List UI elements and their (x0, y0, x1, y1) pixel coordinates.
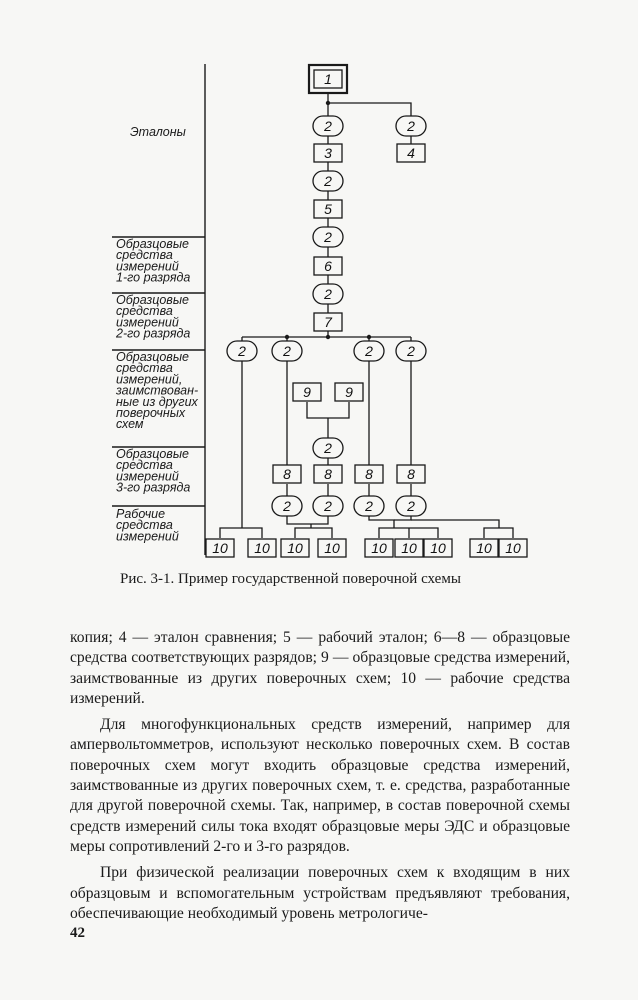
node-4-label: 4 (407, 145, 415, 161)
paragraph-multifunction: Для многофункциональных средств измерений, например для ампервольтомметров, используют несколько поверочных схем. В состав поверочных схем могут входить образцовые средства измерений, заимствованные из других поверочных схем, т. е. средства, разработанные для другой поверочной схемы. Так, например, в состав поверочной схемы средств измерений силы тока входят образцовые меры ЭДС и образцовые меры сопротивлений 2-го и 3-го разрядов. (70, 716, 570, 855)
node-1-label: 1 (324, 71, 332, 87)
node-2-label: 2 (324, 229, 332, 245)
node-2-label: 2 (324, 440, 332, 456)
node-2-label: 2 (407, 498, 415, 514)
level-label-line: измерений (116, 259, 179, 274)
page-number: 42 (70, 925, 85, 941)
node-10-label: 10 (324, 540, 340, 556)
level-label-line: 1-го разряда (116, 270, 191, 285)
node-2 (313, 171, 343, 191)
level-label-line: измерений, (116, 372, 183, 387)
node-8-label: 8 (365, 466, 373, 482)
node-2 (313, 227, 343, 247)
node-2-label: 2 (324, 118, 332, 134)
node-8 (355, 465, 383, 483)
node-2 (354, 496, 384, 516)
paragraph-legend-continuation: копия; 4 — эталон сравнения; 5 — рабочий эталон; 6—8 — образцовые средства соответствующих разрядов; 9 — образцовые средства измерений, заимствованные из других поверочных схем; 10 — рабочие средства измерений. (70, 629, 570, 707)
connector-branch-etalon-comparison (328, 103, 411, 116)
node-10-label: 10 (430, 540, 446, 556)
level-label-5 (116, 447, 190, 495)
level-label-line: средства (116, 304, 173, 319)
level-label-line: Эталоны (130, 125, 186, 139)
node-8 (314, 465, 342, 483)
node-10-label: 10 (287, 540, 303, 556)
node-9-label: 9 (345, 384, 353, 400)
node-2-label: 2 (283, 343, 291, 359)
node-10-label: 10 (254, 540, 270, 556)
paragraph-physical-realization: При физической реализации поверочных схем к входящим в них образцовым и вспомогательным устройствам предъявляют требования, обеспечивающие необходимый уровень метрологиче- (70, 864, 570, 922)
level-label-line: измерений (116, 315, 179, 330)
node-10-label: 10 (371, 540, 387, 556)
node-2-label: 2 (365, 498, 373, 514)
node-2-label: 2 (324, 286, 332, 302)
level-labels (115, 125, 199, 543)
node-6-label: 6 (324, 258, 332, 274)
connector-group-a (220, 528, 262, 538)
level-label-line: 3-го разряда (116, 480, 191, 495)
node-5-label: 5 (324, 201, 332, 217)
node-10-label: 10 (476, 540, 492, 556)
node-9 (293, 383, 321, 401)
level-label-line: Образцовые (116, 237, 189, 251)
node-10-label: 10 (505, 540, 521, 556)
connector-group-c-left (369, 515, 394, 528)
node-2 (227, 341, 257, 361)
level-label-2 (116, 237, 190, 285)
node-5 (314, 200, 342, 218)
node-2-label: 2 (407, 343, 415, 359)
node-10 (395, 539, 423, 557)
node-4 (397, 144, 425, 162)
level-label-line: 2-го разряда (116, 326, 191, 341)
node-10 (499, 539, 527, 557)
level-label-line: Образцовые (116, 293, 189, 307)
node-9-label: 9 (303, 384, 311, 400)
node-2 (396, 341, 426, 361)
node-2-label: 2 (407, 118, 415, 134)
level-label-line: Образцовые (116, 447, 189, 461)
node-2 (313, 496, 343, 516)
level-label-line: Образцовые (116, 350, 189, 364)
level-label-line: поверочных (116, 406, 186, 420)
node-2 (272, 496, 302, 516)
level-label-line: измерений (116, 469, 179, 484)
node-2 (396, 496, 426, 516)
node-10-label: 10 (212, 540, 228, 556)
node-2-label: 2 (324, 498, 332, 514)
level-label-line: средства (116, 248, 173, 263)
level-label-line: Рабочие (116, 507, 166, 521)
node-10 (318, 539, 346, 557)
body-text (70, 628, 570, 924)
level-label-3 (115, 293, 190, 341)
node-2 (313, 116, 343, 136)
level-label-line: заимствован- (116, 383, 199, 398)
connector-group-d-feed (411, 520, 499, 528)
node-10 (365, 539, 393, 557)
node-2-label: 2 (238, 343, 246, 359)
node-3 (314, 144, 342, 162)
node-10 (424, 539, 452, 557)
node-8-label: 8 (283, 466, 291, 482)
node-8-label: 8 (324, 466, 332, 482)
node-1 (309, 65, 347, 93)
node-6 (314, 257, 342, 275)
node-7 (314, 313, 342, 331)
node-2-label: 2 (283, 498, 291, 514)
node-8 (273, 465, 301, 483)
node-10-label: 10 (401, 540, 417, 556)
level-label-line: средства (116, 458, 173, 473)
node-7-label: 7 (324, 314, 332, 330)
node-8-label: 8 (407, 466, 415, 482)
level-label-4 (115, 350, 199, 431)
node-10 (248, 539, 276, 557)
node-2 (354, 341, 384, 361)
node-10 (206, 539, 234, 557)
figure-caption: Рис. 3-1. Пример государственной поверочной схемы (120, 571, 461, 587)
level-label-line: средства (116, 361, 173, 376)
level-label-line: измерений (116, 529, 179, 544)
node-9 (335, 383, 363, 401)
level-label-line: схем (116, 417, 144, 432)
node-2 (313, 438, 343, 458)
level-label-line: ные из других (116, 394, 198, 409)
node-2 (396, 116, 426, 136)
connector-group-b (295, 528, 332, 538)
node-2 (272, 341, 302, 361)
node-10 (281, 539, 309, 557)
level-label-6 (116, 507, 179, 543)
node-3-label: 3 (324, 145, 332, 161)
node-10 (470, 539, 498, 557)
node-2-label: 2 (324, 173, 332, 189)
node-2 (313, 284, 343, 304)
level-label-1 (130, 125, 186, 139)
node-2-label: 2 (365, 343, 373, 359)
connector-borrowed-9 (307, 402, 349, 418)
connector-group-d (484, 528, 513, 538)
node-8 (397, 465, 425, 483)
level-label-line: средства (116, 518, 173, 533)
scheme-nodes (206, 65, 527, 557)
